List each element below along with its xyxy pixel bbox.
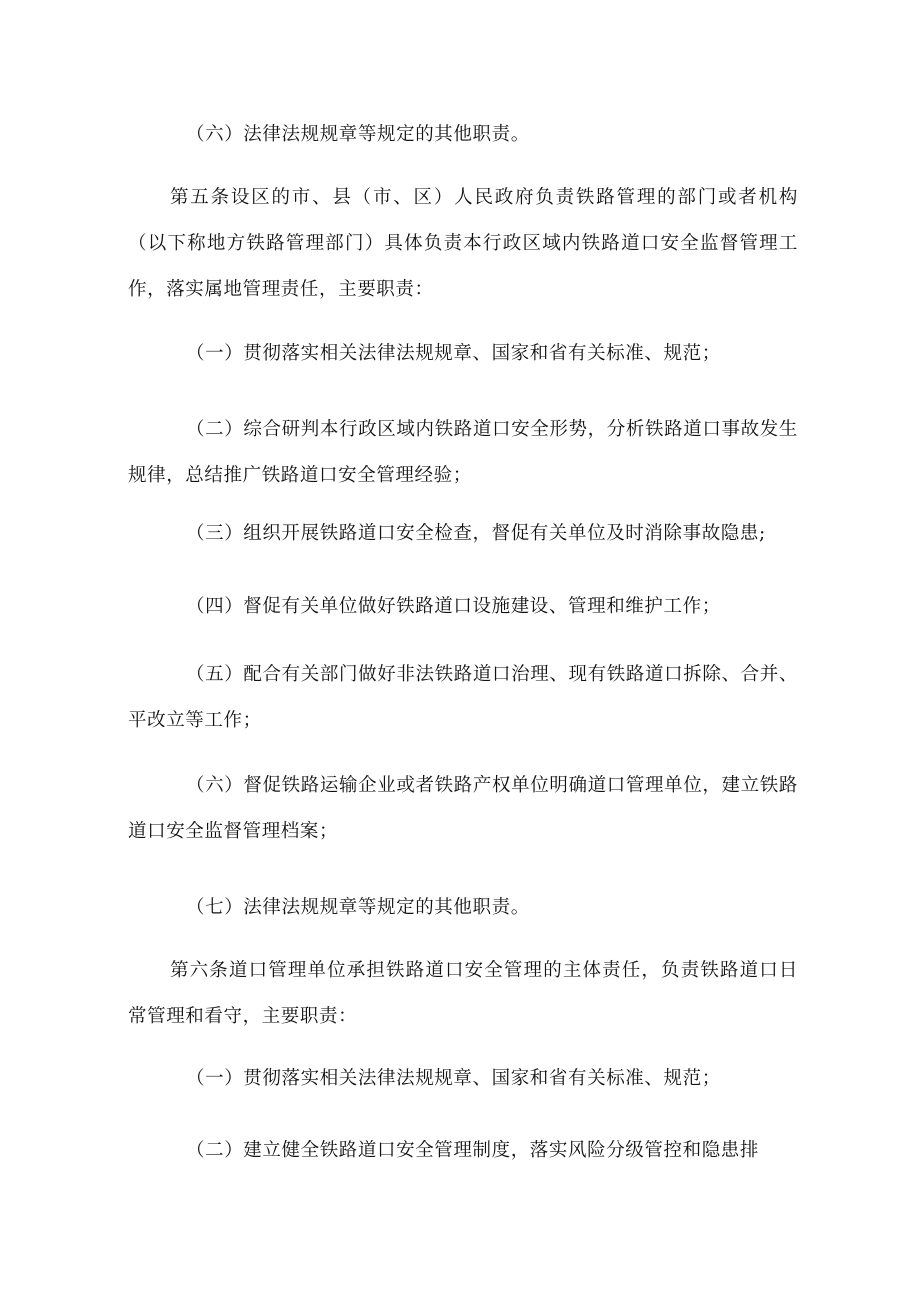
article-6-paragraph: 第六条道口管理单位承担铁路道口安全管理的主体责任，负责铁路道口日常管理和看守，主要职责： [128, 960, 798, 1027]
article-5-item-3: （三）组织开展铁路道口安全检查，督促有关单位及时消除事故隐患; [186, 523, 766, 544]
article-6-item-2: （二）建立健全铁路道口安全管理制度，落实风险分级管控和隐患排 [186, 1140, 760, 1161]
paragraph-item-6-duties: （六）法律法规规章等规定的其他职责。 [186, 124, 530, 145]
article-5-item-2: （二）综合研判本行政区域内铁路道口安全形势，分析铁路道口事故发生规律，总结推广铁路道口安全管理经验； [128, 419, 798, 486]
article-5-item-6: （六）督促铁路运输企业或者铁路产权单位明确道口管理单位，建立铁路道口安全监督管理档案； [128, 775, 798, 842]
article-5-item-7: （七）法律法规规章等规定的其他职责。 [186, 897, 530, 918]
article-5-item-5: （五）配合有关部门做好非法铁路道口治理、现有铁路道口拆除、合并、平改立等工作； [128, 664, 798, 731]
article-5-item-1: （一）贯彻落实相关法律法规规章、国家和省有关标准、规范； [186, 343, 721, 364]
article-5-item-4: （四）督促有关单位做好铁路道口设施建设、管理和维护工作； [186, 596, 721, 617]
article-5-paragraph: 第五条设区的市、县（市、区）人民政府负责铁路管理的部门或者机构（以下称地方铁路管理部门）具体负责本行政区域内铁路道口安全监督管理工作，落实属地管理责任，主要职责： [128, 187, 798, 300]
article-6-item-1: （一）贯彻落实相关法律法规规章、国家和省有关标准、规范； [186, 1068, 721, 1089]
